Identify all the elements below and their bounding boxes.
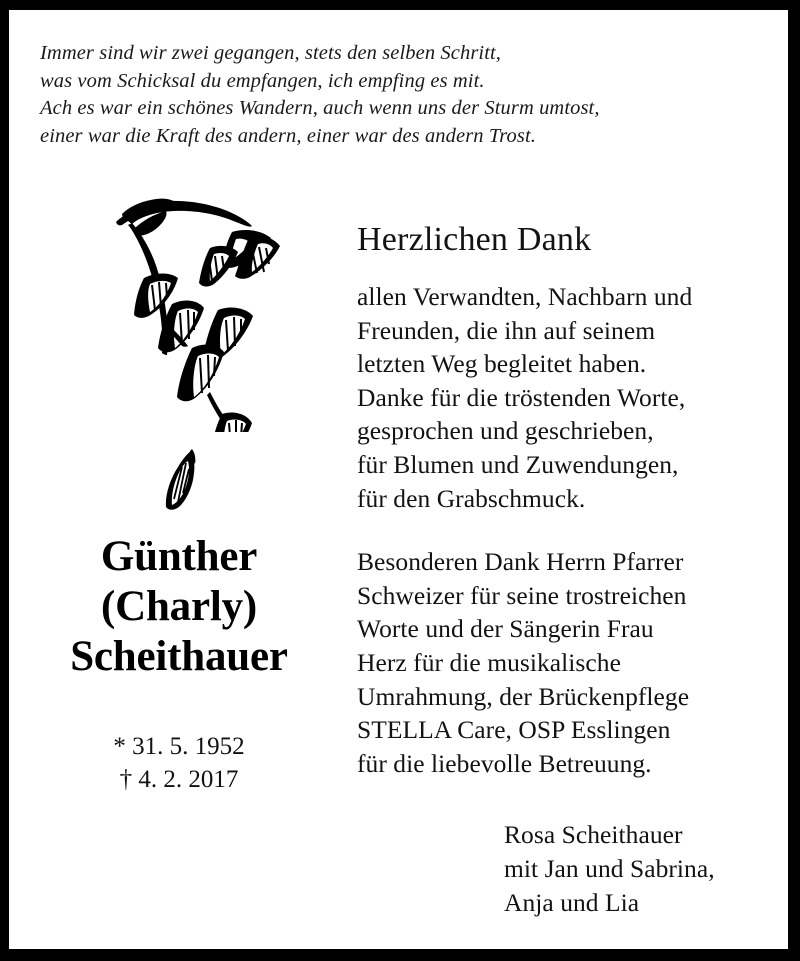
paragraph-line: Schweizer für seine trostreichen — [357, 580, 687, 610]
single-falling-leaf-icon — [161, 447, 211, 512]
left-column — [9, 192, 349, 949]
paragraph-line: für Blumen und Zuwendungen, — [357, 449, 679, 479]
deceased-name-block — [9, 532, 349, 682]
paragraph-line: Umrahmung, der Brückenpflege — [357, 681, 690, 711]
life-dates-block — [9, 730, 349, 796]
paragraph-line: allen Verwandten, Nachbarn und — [357, 282, 693, 311]
paragraph-line: für den Grabschmuck. — [357, 483, 586, 513]
paragraph-line: Freunden, die ihn auf seinem — [357, 315, 656, 345]
signature-line: Anja und Lia — [504, 887, 640, 917]
paragraph-line: Herz für die musikalische — [357, 647, 621, 677]
right-column — [357, 192, 787, 949]
paragraph-line: letzten Weg begleitet haben. — [357, 349, 647, 379]
signature-line: mit Jan und Sabrina, — [504, 853, 715, 883]
paragraph-line: Besonderen Dank Herrn Pfarrer — [357, 547, 684, 577]
birth-date: * 31. 5. 1952 — [113, 733, 245, 760]
poem-line: Ach es war ein schönes Wandern, auch wenn uns der Sturm umtost, — [40, 97, 600, 119]
drooping-leafy-branch-icon — [114, 192, 304, 432]
poem-line: was vom Schicksal du empfangen, ich empfing es mit. — [40, 69, 485, 92]
paragraph-line: STELLA Care, OSP Esslingen — [357, 715, 671, 745]
deceased-name-line: Scheithauer — [70, 633, 288, 680]
paragraph-line: für die liebevolle Betreuung. — [357, 748, 652, 778]
death-date: † 4. 2. 2017 — [119, 766, 239, 793]
signature-line: Rosa Scheithauer — [504, 820, 683, 850]
signature-block — [357, 780, 787, 919]
thanks-paragraph-2 — [357, 515, 787, 780]
poem-line: Immer sind wir zwei gegangen, stets den selben Schritt, — [40, 42, 502, 64]
poem-line: einer war die Kraft des andern, einer war des andern Trost. — [40, 124, 536, 147]
notice-card — [9, 10, 788, 949]
deceased-name-line: Günther — [100, 533, 258, 580]
thanks-paragraph-1 — [357, 260, 787, 515]
paragraph-line: gesprochen und geschrieben, — [357, 416, 654, 446]
poem-block — [40, 40, 760, 150]
thanks-heading: Herzlichen Dank — [357, 221, 592, 258]
body-columns — [9, 192, 788, 949]
paragraph-line: Danke für die tröstenden Worte, — [357, 382, 686, 412]
paragraph-line: Worte und der Sängerin Frau — [357, 614, 654, 644]
deceased-name-line: (Charly) — [100, 583, 258, 630]
